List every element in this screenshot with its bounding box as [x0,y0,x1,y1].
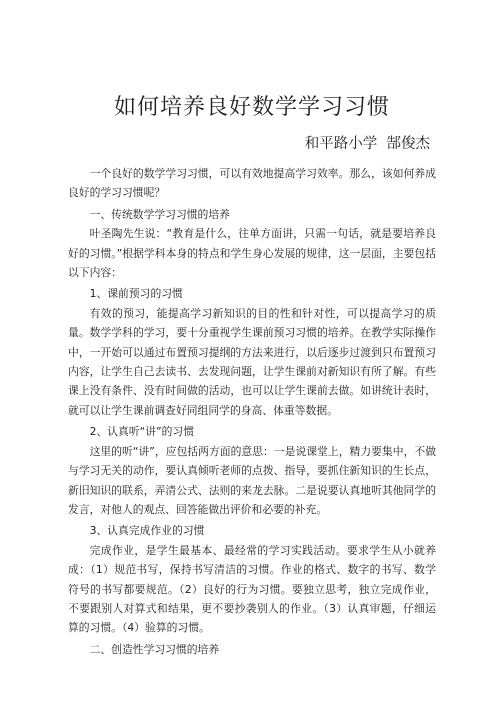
subheading-homework: 3、认真完成作业的习惯 [89,524,205,538]
section-heading-1: 一、传统数学学习习惯的培养 [89,207,230,221]
paragraph-quote: 叶圣陶先生说：“教育是什么，往单方面讲，只需一句话，就是要培养良好的习惯。”根据学科本身的特点和学生身心发展的规律，这一层面，主要包括以下内容： [68,227,436,280]
paragraph-listening: 这里的听“讲”，应包括两方面的意思：一是说课堂上，精力要集中，不做与学习无关的动作，要认真倾听老师的点拨、指导，要抓住新知识的生长点，新旧知识的联系，弄清公式、法则的来龙去脉。二是说要认真地听其他同学的发言，对他人的观点、回答能做出评价和必要的补充。 [68,444,436,516]
paragraph-preview: 有效的预习，能提高学习新知识的目的性和针对性，可以提高学习的质量。数学学科的学习，要十分重视学生课前预习习惯的培养。在教学实际操作中，一开始可以通过布置预习提纲的方法来进行，以后逐步过渡到只布置预习内容，让学生自己去读书、去发现问题，让学生课前对新知识有所了解。有些课上没有条件、没有时间做的活动，也可以让学生课前去做。如讲统计表时，就可以让学生课前调查好同组同学的身高、体重等数据。 [68,306,436,417]
paragraph-homework: 完成作业，是学生最基本、最经常的学习实践活动。要求学生从小就养成：（1）规范书写，保持书写清洁的习惯。作业的格式、数字的书写、数学符号的书写都要规范。（2）良好的行为习惯。要独立思考，独立完成作业，不要跟别人对算式和结果，更不要抄袭别人的作业。（3）认真审题，仔细运算的习惯。（4）验算的习惯。 [68,543,436,635]
document-title: 如何培养良好数学学习习惯 [113,95,390,120]
paragraph-intro: 一个良好的数学学习习惯，可以有效地提高学习效率。那么，该如何养成良好的学习习惯呢？ [68,167,436,200]
document-body [68,164,436,659]
section-heading-2: 二、创造性学习习惯的培养 [89,642,220,656]
document-author: 和平路小学 郜俊杰 [304,136,430,152]
subheading-preview: 1、课前预习的习惯 [89,287,183,301]
subheading-listening: 2、认真听“讲”的习惯 [89,425,195,439]
